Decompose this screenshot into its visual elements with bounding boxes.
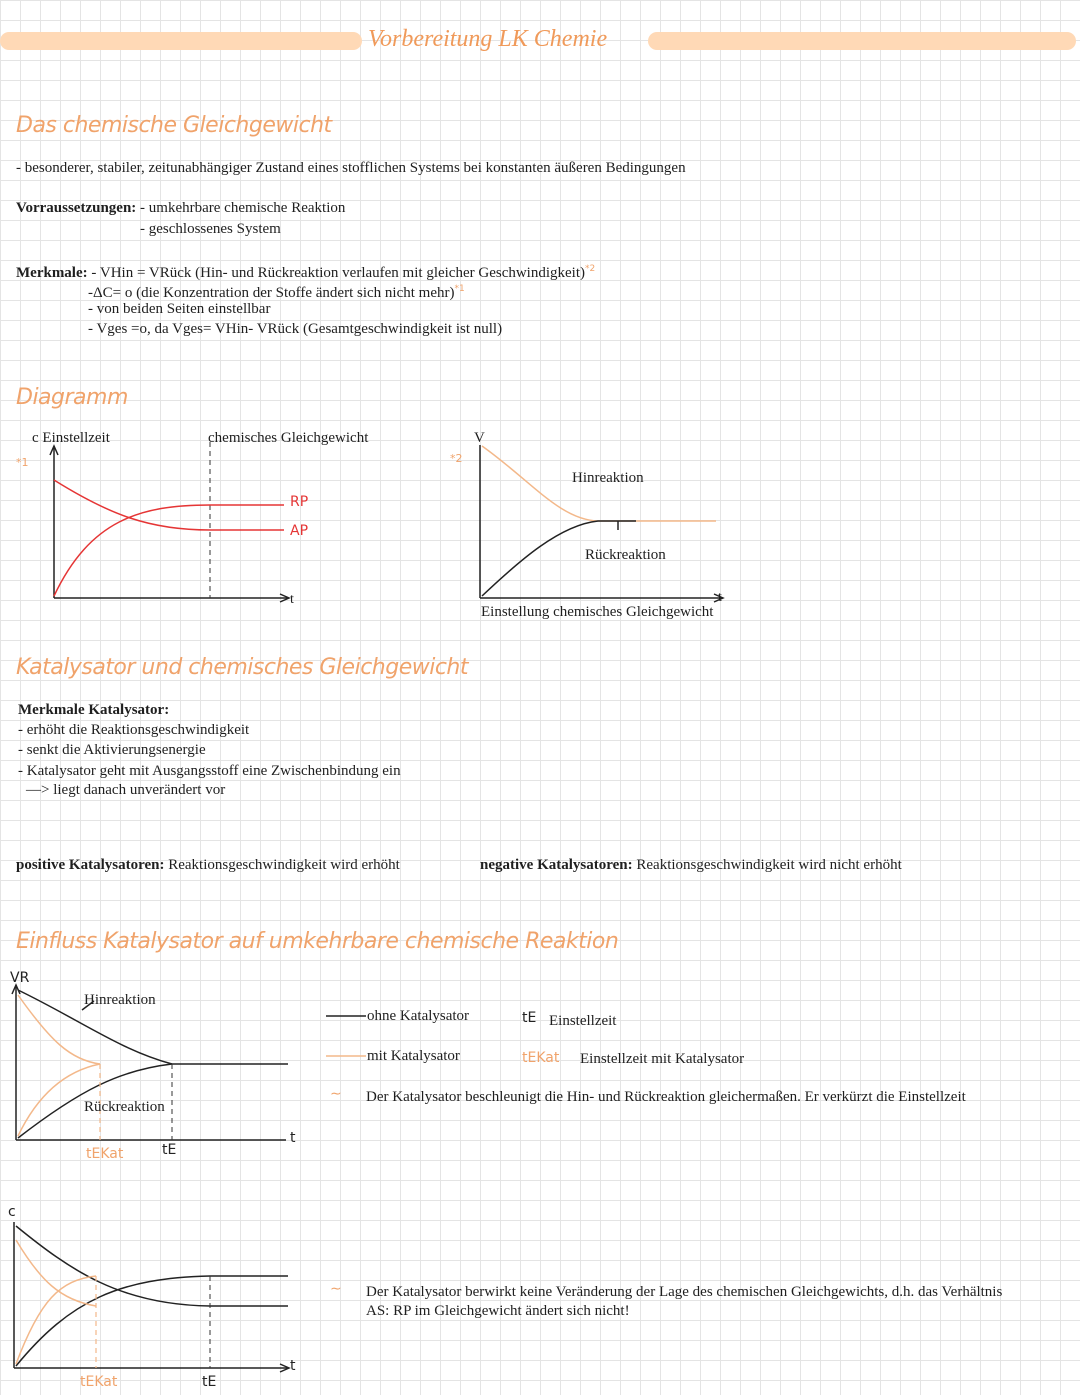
d3-hin-label: Hinreaktion <box>84 992 156 1008</box>
prerequisite-1: - umkehrbare chemische Reaktion <box>136 200 346 216</box>
d4-xlabel: t <box>290 1358 296 1374</box>
prerequisite-2: - geschlossenes System <box>140 221 281 237</box>
d2-xlabel: t <box>718 590 722 605</box>
d4-curve-down <box>16 1226 288 1306</box>
section-heading-diagram: Diagramm <box>16 385 128 410</box>
d3-ylabel: VR <box>10 970 30 986</box>
feature-1: - VHin = VRück (Hin- und Rückreaktion verlaufen mit gleicher Geschwindigkeit) <box>87 265 586 281</box>
feature-2: -ΔC= o (die Konzentration der Stoffe ändert sich nicht mehr) <box>88 285 455 301</box>
positive-text: Reaktionsgeschwindigkeit wird erhöht <box>164 857 400 873</box>
d2-rueck-label: Rückreaktion <box>585 547 666 563</box>
d1-ap-label: AP <box>290 523 309 539</box>
legend-te-symbol: tE <box>522 1010 537 1026</box>
features-label: Merkmale: <box>16 265 88 281</box>
note-1-bullet-icon: ∼ <box>330 1086 342 1102</box>
legend-with: mit Katalysator <box>367 1048 460 1064</box>
d3-xlabel: t <box>290 1130 296 1146</box>
negative-label: negative Katalysatoren: <box>480 857 633 873</box>
catalyst-item-4: —> liegt danach unverändert vor <box>26 782 226 798</box>
positive-label: positive Katalysatoren: <box>16 857 165 873</box>
feature-4: - Vges =o, da Vges= VHin- VRück (Gesamtgeschwindigkeit ist null) <box>88 321 503 337</box>
legend-without: ohne Katalysator <box>367 1008 470 1024</box>
d4-te-label: tE <box>202 1374 217 1390</box>
d4-ylabel: c <box>8 1204 16 1220</box>
d4-cat-curve-down <box>16 1240 96 1306</box>
d4-tekat-label: tEKat <box>80 1374 118 1390</box>
d3-rueck-label: Rückreaktion <box>84 1099 165 1115</box>
catalyst-item-3: - Katalysator geht mit Ausgangsstoff eine Zwischenbindung ein <box>18 763 401 779</box>
section-heading-equilibrium: Das chemische Gleichgewicht <box>16 113 332 138</box>
d2-marker: *2 <box>450 452 463 465</box>
d1-rp-label: RP <box>290 494 309 510</box>
note-2-line-1: Der Katalysator berwirkt keine Veränderung der Lage des chemischen Gleichgewichts, d.h. das Verhältnis <box>366 1284 1003 1300</box>
negative-text: Reaktionsgeschwindigkeit wird nicht erhöht <box>632 857 902 873</box>
prerequisites-label: Vorraussetzungen: <box>16 200 137 216</box>
note-2-line-2: AS: RP im Gleichgewicht ändert sich nicht! <box>366 1303 630 1319</box>
feature-2-marker: *1 <box>454 284 465 294</box>
legend-te-text: Einstellzeit <box>549 1013 617 1029</box>
note-1: Der Katalysator beschleunigt die Hin- und Rückreaktion gleichermaßen. Er verkürzt die Einstellzeit <box>366 1089 966 1105</box>
definition-text: - besonderer, stabiler, zeitunabhängiger Zustand eines stofflichen Systems bei konstanten äußeren Bedingungen <box>16 160 686 176</box>
feature-1-marker: *2 <box>585 264 596 274</box>
d3-te-label: tE <box>162 1142 177 1158</box>
section-heading-influence: Einfluss Katalysator auf umkehrbare chemische Reaktion <box>16 929 619 954</box>
catalyst-item-1: - erhöht die Reaktionsgeschwindigkeit <box>18 722 250 738</box>
d1-ylabel: c Einstellzeit <box>32 430 110 446</box>
section-heading-catalyst: Katalysator und chemisches Gleichgewicht <box>16 655 469 680</box>
d3-tekat-label: tEKat <box>86 1146 124 1162</box>
page-title: Vorbereitung LK Chemie <box>368 26 608 52</box>
d2-caption: Einstellung chemisches Gleichgewicht <box>481 604 714 620</box>
catalyst-features-label: Merkmale Katalysator: <box>18 702 170 718</box>
d1-marker: *1 <box>16 456 29 469</box>
feature-3: - von beiden Seiten einstellbar <box>88 301 271 317</box>
d1-top-label: chemisches Gleichgewicht <box>208 430 369 446</box>
d2-hin-label: Hinreaktion <box>572 470 644 486</box>
catalyst-item-2: - senkt die Aktivierungsenergie <box>18 742 206 758</box>
d2-ylabel: V <box>474 430 485 446</box>
legend-tekat-text: Einstellzeit mit Katalysator <box>580 1051 745 1067</box>
legend-tekat-symbol: tEKat <box>522 1050 560 1066</box>
d1-xlabel: t <box>290 592 294 607</box>
note-2-bullet-icon: ∼ <box>330 1281 342 1297</box>
